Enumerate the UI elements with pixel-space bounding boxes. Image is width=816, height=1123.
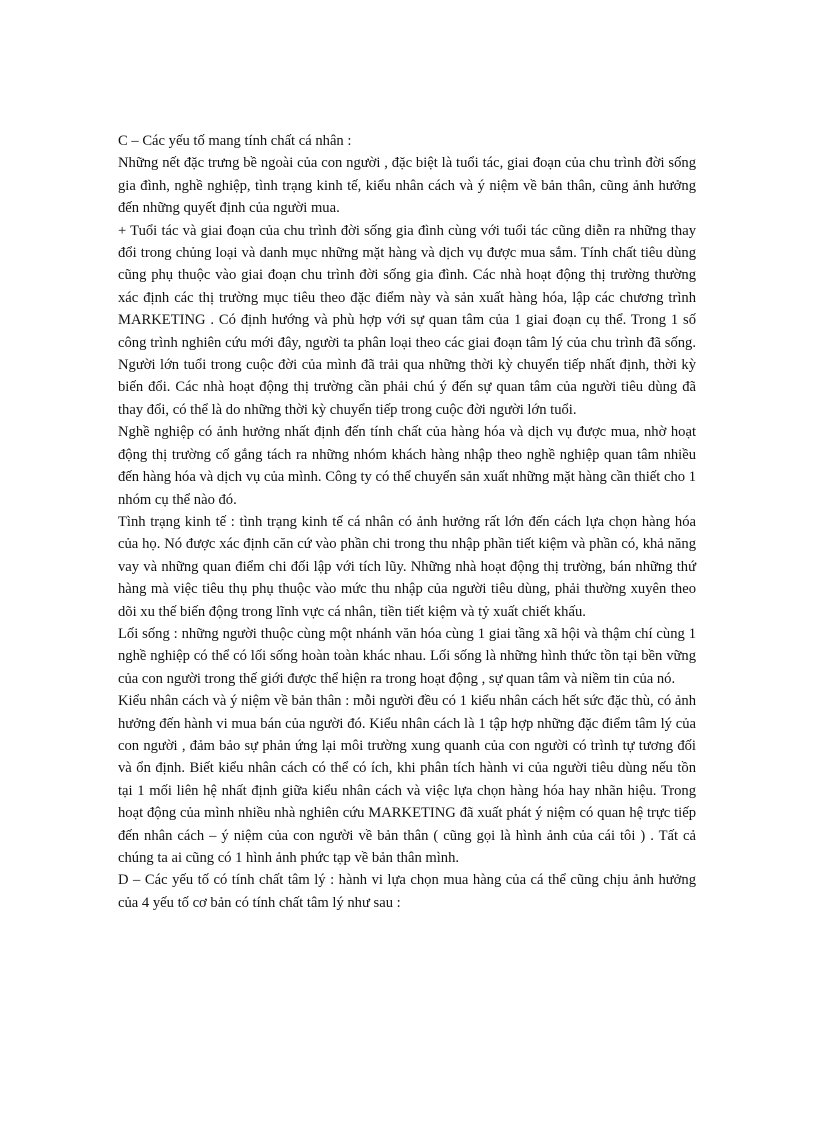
paragraph-economic-status: Tình trạng kinh tế : tình trạng kinh tế cá nhân có ảnh hưởng rất lớn đến cách lựa chọn hàng hóa của họ. Nó được xác định căn cứ vào phần chi trong thu nhập phần tiết kiệm và phần có, khả năng vay và những quan điểm chi đối lập với tích lũy. Những nhà hoạt động thị trường, bán những thứ hàng mà việc tiêu thụ phụ thuộc vào mức thu nhập của người tiêu dùng, phải thường xuyên theo dõi xu thế biến động trong lĩnh vực cá nhân, tiền tiết kiệm và tỷ xuất chiết khấu. [118,513,696,620]
paragraph-lifestyle: Lối sống : những người thuộc cùng một nhánh văn hóa cùng 1 giai tầng xã hội và thậm chí cùng 1 nghề nghiệp có thể có lối sống hoàn toàn khác nhau. Lối sống là những hình thức tồn tại bền vững của con người trong thế giới được thể hiện ra trong hoạt động , sự quan tâm và niềm tin của nó. [118,625,696,687]
paragraph-occupation: Nghề nghiệp có ảnh hưởng nhất định đến tính chất của hàng hóa và dịch vụ được mua, nhờ hoạt động thị trường cố gắng tách ra những nhóm khách hàng nhập theo nghề nghiệp quan tâm nhiều đến hàng hóa và dịch vụ của mình. Công ty có thể chuyển sản xuất những mặt hàng cần thiết cho 1 nhóm cụ thể nào đó. [118,424,696,508]
paragraph-psychological-factors: D – Các yếu tố có tính chất tâm lý : hành vi lựa chọn mua hàng của cá thể cũng chịu ảnh hưởng của 4 yếu tố cơ bản có tính chất tâm lý như sau : [118,872,696,911]
paragraph-age-lifecycle: + Tuổi tác và giai đoạn của chu trình đời sống gia đình cùng với tuổi tác cũng diễn ra những thay đổi trong chủng loại và danh mục những mặt hàng và dịch vụ được mua sắm. Tính chất tiêu dùng cũng phụ thuộc vào giai đoạn chu trình đời sống gia đình. Các nhà hoạt động thị trường thường xác định các thị trường mục tiêu theo đặc điểm này và sản xuất hàng hóa, lập các chương trình MARKETING . Có định hướng và phù hợp với sự quan tâm của 1 giai đoạn cụ thể. Trong 1 số công trình nghiên cứu mới đây, người ta phân loại theo các giai đoạn tâm lý của chu trình đã sống. Người lớn tuổi trong cuộc đời của mình đã trải qua những thời kỳ chuyển tiếp nhất định, thời kỳ biến đổi. Các nhà hoạt động thị trường cần phải chú ý đến sự quan tâm của người tiêu dùng đã thay đổi, có thể là do những thời kỳ chuyển tiếp trong cuộc đời người lớn tuổi. [118,222,696,418]
paragraph-personality: Kiểu nhân cách và ý niệm về bản thân : mỗi người đều có 1 kiểu nhân cách hết sức đặc thù, có ảnh hưởng đến hành vi mua bán của người đó. Kiểu nhân cách là 1 tập hợp những đặc điểm tâm lý của con người , đảm bảo sự phản ứng lại môi trường xung quanh của con người có trình tự tương đối và ổn định. Biết kiểu nhân cách có thể có ích, khi phân tích hành vi của người tiêu dùng nếu tồn tại 1 mối liên hệ nhất định giữa kiểu nhân cách và việc lựa chọn hàng hóa hay nhãn hiệu. Trong hoạt động của mình nhiều nhà nghiên cứu MARKETING đã xuất phát ý niệm có quan hệ trực tiếp đến nhân cách – ý niệm của con người về bản thân ( cũng gọi là hình ảnh của cái tôi ) . Tất cả chúng ta ai cũng có 1 hình ảnh phức tạp về bản thân mình. [118,693,696,866]
document-page [118,130,696,914]
paragraph-intro: Những nết đặc trưng bề ngoài của con người , đặc biệt là tuổi tác, giai đoạn của chu trình đời sống gia đình, nghề nghiệp, tình trạng kinh tế, kiểu nhân cách và ý niệm về bản thân, cũng ảnh hưởng đến những quyết định của người mua. [118,155,696,217]
section-heading-c: C – Các yếu tố mang tính chất cá nhân : [118,133,352,149]
